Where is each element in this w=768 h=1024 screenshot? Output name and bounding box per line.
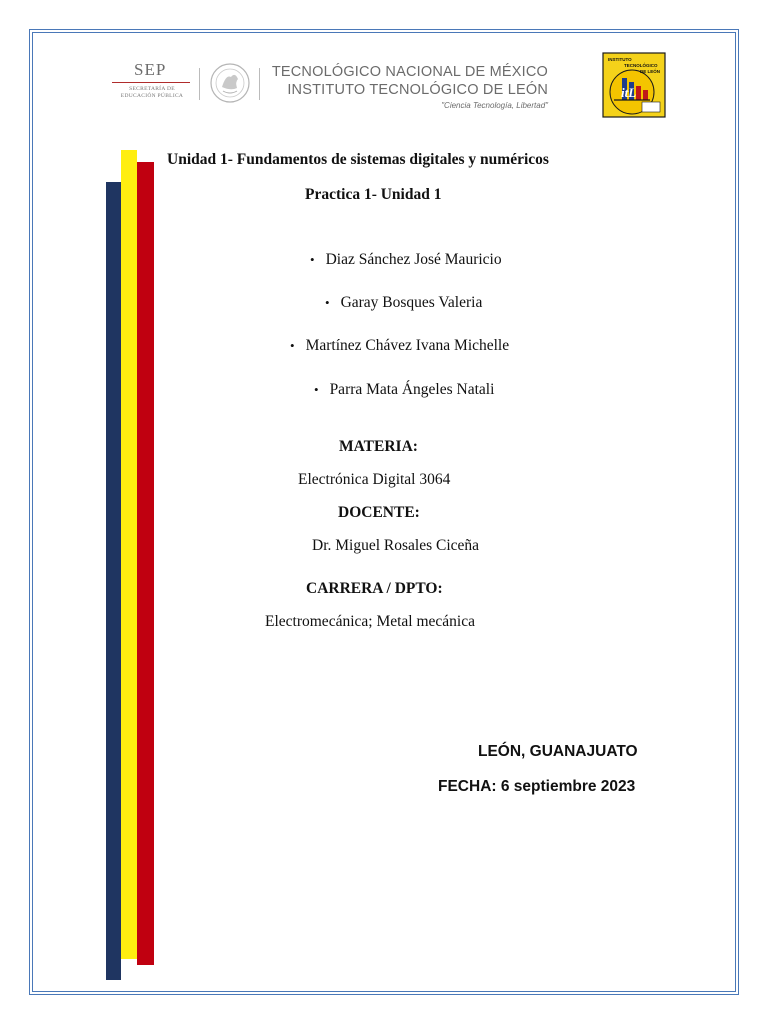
member-item: [310, 251, 502, 269]
sep-subtitle-line1: SECRETARÍA DE: [129, 86, 175, 92]
svg-text:itL: itL: [621, 85, 637, 100]
itl-logo: [602, 52, 666, 118]
institution-motto: "Ciencia Tecnología, Libertad": [441, 101, 548, 110]
document-subtitle: Practica 1- Unidad 1: [305, 186, 442, 203]
docente-value: Dr. Miguel Rosales Ciceña: [312, 537, 480, 554]
sep-subtitle-line2: EDUCACIÓN PÚBLICA: [120, 93, 184, 99]
member-item: [314, 381, 494, 399]
document-title: Unidad 1- Fundamentos de sistemas digitales y numéricos: [167, 151, 549, 168]
svg-text:TECNOLÓGICO: TECNOLÓGICO: [624, 63, 658, 68]
navy-stripe: [106, 182, 121, 980]
materia-label: MATERIA:: [339, 438, 418, 455]
bullet-icon: •: [290, 338, 295, 353]
member-item: [290, 337, 509, 355]
tecnm-name: TECNOLÓGICO NACIONAL DE MÉXICO: [271, 64, 548, 80]
member-name: Garay Bosques Valeria: [340, 294, 483, 311]
sep-wordmark: SEP: [134, 60, 167, 79]
member-item: [325, 294, 482, 312]
member-name: Diaz Sánchez José Mauricio: [325, 251, 502, 268]
date-text: FECHA: 6 septiembre 2023: [438, 778, 636, 795]
docente-label: DOCENTE:: [338, 504, 420, 521]
carrera-label: CARRERA / DPTO:: [306, 580, 443, 597]
bullet-icon: •: [314, 382, 319, 397]
bullet-icon: •: [310, 252, 315, 267]
materia-value: Electrónica Digital 3064: [298, 471, 451, 488]
carrera-value: Electromecánica; Metal mecánica: [265, 613, 475, 630]
header-divider-left: [199, 68, 200, 100]
yellow-stripe: [121, 150, 137, 959]
member-name: Parra Mata Ángeles Natali: [329, 381, 495, 398]
svg-text:DE LEÓN: DE LEÓN: [640, 69, 661, 74]
itl-name: INSTITUTO TECNOLÓGICO DE LEÓN: [287, 82, 548, 98]
member-name: Martínez Chávez Ivana Michelle: [305, 337, 510, 354]
red-stripe: [137, 162, 154, 965]
svg-text:INSTITUTO: INSTITUTO: [608, 57, 632, 62]
sep-rule: [112, 82, 190, 83]
sep-logo: [112, 60, 192, 104]
bullet-icon: •: [325, 295, 330, 310]
location-text: LEÓN, GUANAJUATO: [478, 743, 638, 760]
